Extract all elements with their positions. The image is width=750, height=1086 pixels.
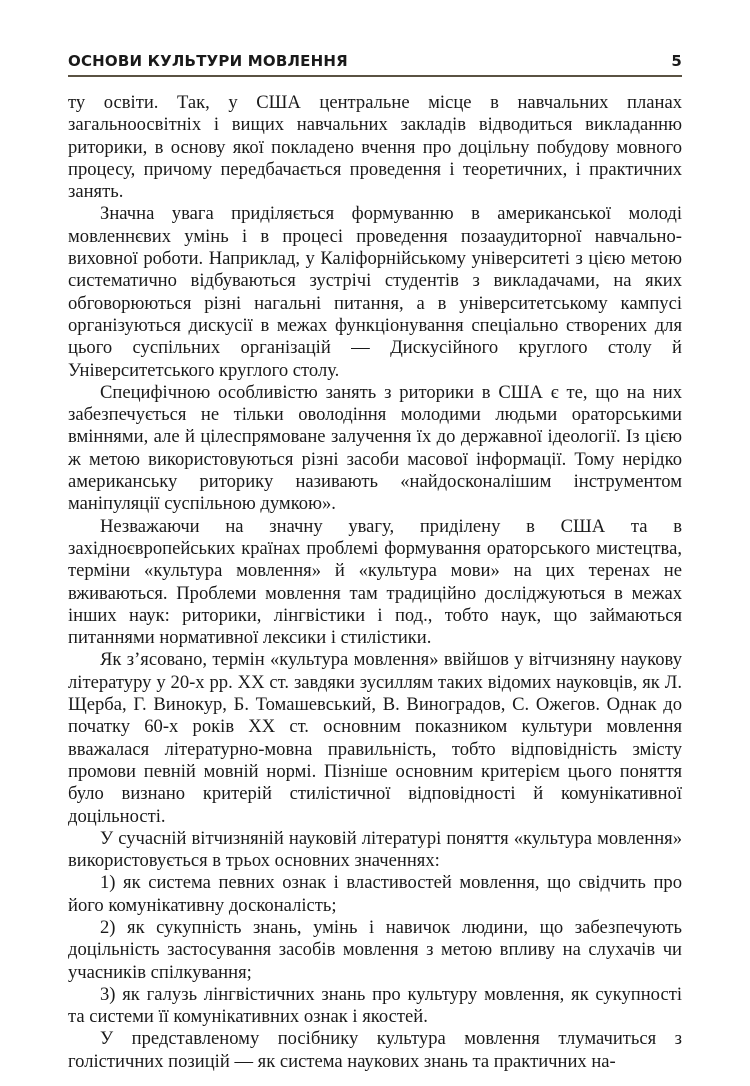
list-item: 1) як система певних ознак і властивостей мовлення, що свідчить про його комунікативну досконалість; bbox=[68, 872, 682, 916]
document-page bbox=[68, 52, 682, 1073]
paragraph: У сучасній вітчизняній науковій літературі поняття «культура мовлення» використовується в трьох основних значеннях: bbox=[68, 827, 682, 872]
paragraph: Як з’ясовано, термін «культура мовлення» ввійшов у вітчизняну наукову літературу у 20-х рр. XX ст. завдяки зусиллям таких відомих науковців, як Л. Щерба, Г. Винокур, Б. Томашевський, В. Виноградов, С. Ожегов. Однак до початку 60-х років XX ст. основним показником культури мовлення вважалася літературно-мовна правильність, тобто відповідність змісту промови певній мовній нормі. Пізніше основним критерієм цього поняття було визнано критерій стилістичної відповідності й комунікативної доцільності. bbox=[68, 649, 682, 827]
running-title: ОСНОВИ КУЛЬТУРИ МОВЛЕННЯ bbox=[68, 52, 348, 70]
paragraph: Специфічною особливістю занять з риторики в США є те, що на них забезпечується не тільки оволодіння молодими людьми ораторськими вміннями, але й цілеспрямоване залучення їх до державної ідеології. Із цією ж метою використовуються різні засоби масової інформації. Тому нерідко американську риторику називають «найдосконалішим інструментом маніпуляції суспільною думкою». bbox=[68, 381, 682, 515]
paragraph: Значна увага приділяється формуванню в американської молоді мовленнєвих умінь і в процесі проведення позааудиторної навчально-виховної роботи. Наприклад, у Каліфорнійському університеті з цією метою систематично відбуваються зустрічі студентів з викладачами, на яких обговорюються різні нагальні питання, а в університетському кампусі організуються дискусії в межах функціонування спеціально створених для цього суспільних організацій — Дискусійного круглого столу й Університетського круглого столу. bbox=[68, 203, 682, 381]
list-item: 3) як галузь лінгвістичних знань про культуру мовлення, як сукупності та системи її комунікативних ознак і якостей. bbox=[68, 983, 682, 1028]
page-number: 5 bbox=[671, 52, 682, 70]
paragraph-continued: ту освіти. Так, у США центральне місце в навчальних планах загальноосвітніх і вищих навчальних закладів відводиться викладанню риторики, в основу якої покладено вчення про доцільну побудову мовного процесу, причому передбачається проведення і теоретичних, і практичних занять. bbox=[68, 92, 682, 203]
running-header bbox=[68, 52, 682, 77]
list-item: 2) як сукупність знань, умінь і навичок людини, що забезпечують доцільність застосування засобів мовлення з метою впливу на слухачів чи учасників спілкування; bbox=[68, 916, 682, 983]
paragraph: Незважаючи на значну увагу, приділену в США та в західноєвропейських країнах проблемі формування ораторського мистецтва, терміни «культура мовлення» й «культура мови» на цих теренах не вживаються. Проблеми мовлення там традиційно досліджуються в межах інших наук: риторики, лінгвістики і под., тобто наук, що займаються питаннями нормативної лексики і стилістики. bbox=[68, 515, 682, 649]
body-text bbox=[68, 92, 682, 1073]
paragraph: У представленому посібнику культура мовлення тлумачиться з голістичних позицій — як система наукових знань та практичних на- bbox=[68, 1028, 682, 1072]
